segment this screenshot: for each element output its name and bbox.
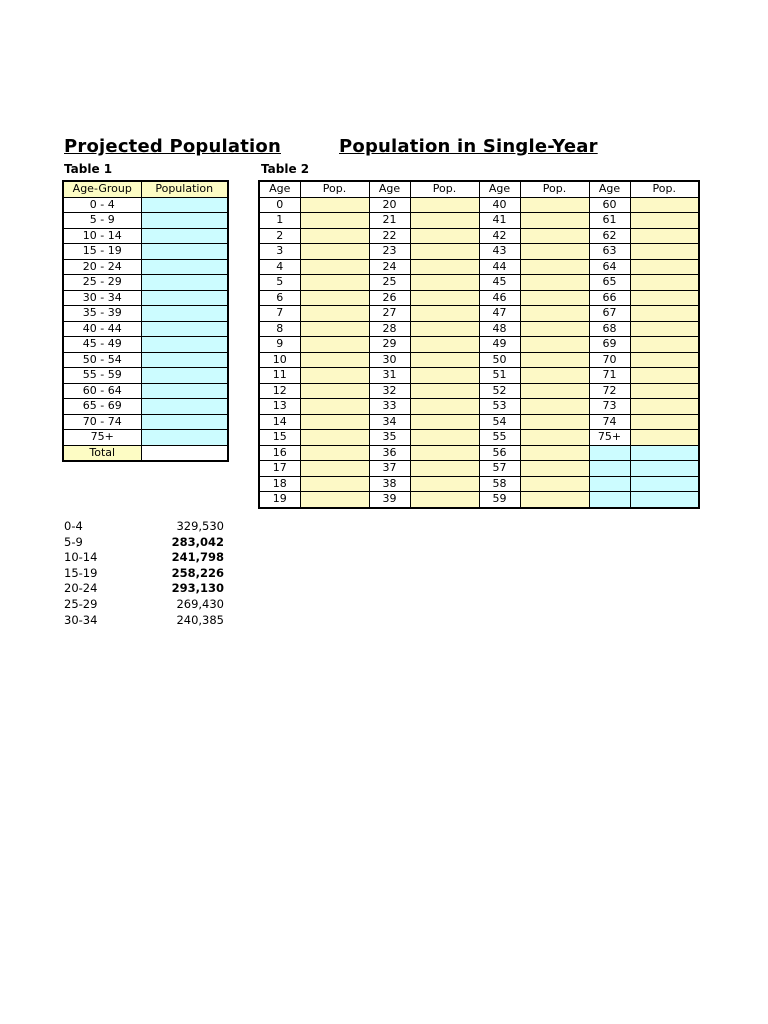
age-cell: 66	[589, 290, 630, 306]
projected-population-title: Projected Population	[64, 136, 281, 157]
pop-input-cell[interactable]	[630, 414, 699, 430]
population-input-cell[interactable]	[141, 414, 228, 430]
pop-input-cell[interactable]	[630, 492, 699, 508]
pop-input-cell[interactable]	[300, 476, 369, 492]
age-cell: 65	[589, 275, 630, 291]
pop-input-cell[interactable]	[410, 197, 479, 213]
pop-input-cell[interactable]	[410, 306, 479, 322]
population-input-cell[interactable]	[141, 228, 228, 244]
pop-input-cell[interactable]	[630, 244, 699, 260]
table-row	[259, 476, 699, 492]
list-item	[64, 535, 224, 551]
age-cell: 30	[369, 352, 410, 368]
pop-input-cell[interactable]	[520, 321, 589, 337]
table-row	[259, 290, 699, 306]
age-cell: 71	[589, 368, 630, 384]
pop-input-cell[interactable]	[630, 352, 699, 368]
pop-input-cell[interactable]	[300, 321, 369, 337]
age-cell: 23	[369, 244, 410, 260]
pop-input-cell[interactable]	[520, 352, 589, 368]
pop-input-cell[interactable]	[410, 290, 479, 306]
list-item	[64, 566, 224, 582]
list-item	[64, 613, 224, 629]
age-cell: 27	[369, 306, 410, 322]
pop-input-cell[interactable]	[630, 476, 699, 492]
age-cell: 57	[479, 461, 520, 477]
pop-input-cell[interactable]	[300, 306, 369, 322]
pop-header: Pop.	[520, 181, 589, 197]
table-row	[259, 445, 699, 461]
age-group-cell: 75+	[63, 430, 141, 446]
pop-input-cell[interactable]	[300, 197, 369, 213]
age-cell	[589, 492, 630, 508]
table2-label: Table 2	[261, 162, 310, 176]
age-header: Age	[479, 181, 520, 197]
population-input-cell[interactable]	[141, 337, 228, 353]
age-cell: 47	[479, 306, 520, 322]
age-group-cell: 55 - 59	[63, 368, 141, 384]
age-cell: 34	[369, 414, 410, 430]
age-cell: 10	[259, 352, 300, 368]
age-cell: 22	[369, 228, 410, 244]
population-value: 283,042	[171, 534, 224, 549]
table-row	[259, 352, 699, 368]
pop-input-cell[interactable]	[300, 259, 369, 275]
pop-input-cell[interactable]	[300, 430, 369, 446]
age-cell: 17	[259, 461, 300, 477]
pop-input-cell[interactable]	[300, 492, 369, 508]
age-group-cell: 0 - 4	[63, 197, 141, 213]
pop-input-cell[interactable]	[520, 337, 589, 353]
age-cell: 13	[259, 399, 300, 415]
pop-input-cell[interactable]	[520, 492, 589, 508]
age-cell: 74	[589, 414, 630, 430]
age-header: Age	[259, 181, 300, 197]
age-cell: 69	[589, 337, 630, 353]
age-cell: 29	[369, 337, 410, 353]
table-row	[63, 275, 228, 291]
table-row	[63, 197, 228, 213]
list-item	[64, 519, 224, 535]
age-cell: 39	[369, 492, 410, 508]
population-input-cell[interactable]	[141, 383, 228, 399]
pop-input-cell[interactable]	[630, 275, 699, 291]
population-input-cell[interactable]	[141, 430, 228, 446]
age-group-cell: 35 - 39	[63, 306, 141, 322]
age-cell: 19	[259, 492, 300, 508]
pop-input-cell[interactable]	[630, 259, 699, 275]
age-cell: 6	[259, 290, 300, 306]
population-value: 240,385	[176, 612, 224, 627]
pop-input-cell[interactable]	[300, 414, 369, 430]
pop-input-cell[interactable]	[520, 213, 589, 229]
pop-input-cell[interactable]	[520, 290, 589, 306]
pop-input-cell[interactable]	[410, 430, 479, 446]
age-cell: 20	[369, 197, 410, 213]
pop-input-cell[interactable]	[300, 275, 369, 291]
age-group-cell: 45 - 49	[63, 337, 141, 353]
age-cell: 33	[369, 399, 410, 415]
age-cell: 37	[369, 461, 410, 477]
population-input-cell[interactable]	[141, 244, 228, 260]
age-cell	[589, 445, 630, 461]
pop-input-cell[interactable]	[520, 383, 589, 399]
pop-input-cell[interactable]	[300, 399, 369, 415]
table-row	[63, 368, 228, 384]
age-cell: 64	[589, 259, 630, 275]
table-row	[259, 213, 699, 229]
age-group-cell: 30 - 34	[63, 290, 141, 306]
age-group-header: Age-Group	[63, 181, 141, 197]
age-group-table	[62, 180, 229, 462]
pop-input-cell[interactable]	[630, 306, 699, 322]
age-range-label: 20-24	[64, 581, 98, 596]
population-input-cell[interactable]	[141, 306, 228, 322]
list-item	[64, 581, 224, 597]
table-row	[63, 228, 228, 244]
pop-input-cell[interactable]	[300, 228, 369, 244]
pop-input-cell[interactable]	[520, 461, 589, 477]
pop-input-cell[interactable]	[410, 213, 479, 229]
age-cell: 53	[479, 399, 520, 415]
age-group-cell: 70 - 74	[63, 414, 141, 430]
age-cell: 31	[369, 368, 410, 384]
age-cell: 62	[589, 228, 630, 244]
age-cell: 8	[259, 321, 300, 337]
table-row	[63, 414, 228, 430]
age-cell: 3	[259, 244, 300, 260]
age-group-cell: 40 - 44	[63, 321, 141, 337]
table-row	[259, 461, 699, 477]
table2-header-row	[259, 181, 699, 197]
age-cell: 32	[369, 383, 410, 399]
table-row	[259, 383, 699, 399]
age-cell: 11	[259, 368, 300, 384]
table-row	[63, 352, 228, 368]
age-cell: 28	[369, 321, 410, 337]
age-cell: 5	[259, 275, 300, 291]
population-input-cell[interactable]	[141, 352, 228, 368]
table-row	[259, 275, 699, 291]
table-row	[259, 492, 699, 508]
age-group-cell: 20 - 24	[63, 259, 141, 275]
pop-input-cell[interactable]	[630, 383, 699, 399]
table-row	[259, 337, 699, 353]
age-cell: 54	[479, 414, 520, 430]
age-cell: 75+	[589, 430, 630, 446]
pop-input-cell[interactable]	[520, 368, 589, 384]
table-row	[63, 290, 228, 306]
age-header: Age	[589, 181, 630, 197]
pop-input-cell[interactable]	[520, 259, 589, 275]
pop-input-cell[interactable]	[520, 445, 589, 461]
age-cell: 67	[589, 306, 630, 322]
age-cell: 24	[369, 259, 410, 275]
age-cell: 36	[369, 445, 410, 461]
age-cell: 61	[589, 213, 630, 229]
age-cell: 9	[259, 337, 300, 353]
age-header: Age	[369, 181, 410, 197]
age-cell: 12	[259, 383, 300, 399]
age-group-cell: 50 - 54	[63, 352, 141, 368]
table-row	[63, 383, 228, 399]
pop-input-cell[interactable]	[410, 321, 479, 337]
pop-input-cell[interactable]	[300, 290, 369, 306]
population-input-cell[interactable]	[141, 275, 228, 291]
population-value: 241,798	[171, 550, 224, 565]
list-item	[64, 550, 224, 566]
age-cell: 14	[259, 414, 300, 430]
table-row	[259, 228, 699, 244]
age-cell: 55	[479, 430, 520, 446]
age-cell: 35	[369, 430, 410, 446]
age-cell: 46	[479, 290, 520, 306]
population-value: 269,430	[176, 596, 224, 611]
population-value: 293,130	[171, 581, 224, 596]
pop-input-cell[interactable]	[520, 399, 589, 415]
age-range-label: 15-19	[64, 565, 98, 580]
age-cell: 63	[589, 244, 630, 260]
pop-input-cell[interactable]	[410, 337, 479, 353]
age-cell: 48	[479, 321, 520, 337]
pop-input-cell[interactable]	[520, 197, 589, 213]
pop-input-cell[interactable]	[300, 461, 369, 477]
pop-input-cell[interactable]	[410, 368, 479, 384]
total-row	[63, 445, 228, 461]
pop-header: Pop.	[630, 181, 699, 197]
age-range-label: 25-29	[64, 596, 98, 611]
age-group-cell: 5 - 9	[63, 213, 141, 229]
pop-input-cell[interactable]	[630, 399, 699, 415]
age-range-label: 5-9	[64, 534, 83, 549]
table-row	[259, 414, 699, 430]
population-input-cell[interactable]	[141, 197, 228, 213]
pop-input-cell[interactable]	[410, 383, 479, 399]
table-row	[259, 430, 699, 446]
population-input-cell[interactable]	[141, 213, 228, 229]
age-cell	[589, 461, 630, 477]
age-cell: 49	[479, 337, 520, 353]
age-cell: 21	[369, 213, 410, 229]
table1-label: Table 1	[64, 162, 113, 176]
age-cell: 73	[589, 399, 630, 415]
pop-input-cell[interactable]	[520, 430, 589, 446]
pop-input-cell[interactable]	[630, 290, 699, 306]
age-group-cell: 25 - 29	[63, 275, 141, 291]
population-value: 329,530	[176, 519, 224, 533]
pop-input-cell[interactable]	[520, 414, 589, 430]
age-cell: 26	[369, 290, 410, 306]
total-label: Total	[63, 445, 141, 461]
pop-input-cell[interactable]	[410, 476, 479, 492]
age-cell: 38	[369, 476, 410, 492]
age-group-cell: 10 - 14	[63, 228, 141, 244]
table-row	[259, 244, 699, 260]
population-value: 258,226	[171, 565, 224, 580]
pop-input-cell[interactable]	[410, 414, 479, 430]
age-cell: 44	[479, 259, 520, 275]
table-row	[63, 337, 228, 353]
age-cell: 15	[259, 430, 300, 446]
age-cell: 7	[259, 306, 300, 322]
table-row	[259, 368, 699, 384]
age-cell: 56	[479, 445, 520, 461]
pop-header: Pop.	[300, 181, 369, 197]
pop-input-cell[interactable]	[410, 352, 479, 368]
age-cell: 18	[259, 476, 300, 492]
pop-input-cell[interactable]	[630, 461, 699, 477]
table-row	[259, 306, 699, 322]
age-range-label: 0-4	[64, 519, 83, 533]
population-input-cell[interactable]	[141, 368, 228, 384]
single-year-table	[258, 180, 700, 509]
table-row	[259, 259, 699, 275]
age-cell	[589, 476, 630, 492]
population-header: Population	[141, 181, 228, 197]
population-input-cell[interactable]	[141, 399, 228, 415]
age-group-cell: 65 - 69	[63, 399, 141, 415]
pop-input-cell[interactable]	[630, 445, 699, 461]
population-input-cell[interactable]	[141, 259, 228, 275]
age-cell: 43	[479, 244, 520, 260]
pop-input-cell[interactable]	[300, 383, 369, 399]
pop-input-cell[interactable]	[410, 399, 479, 415]
pop-input-cell[interactable]	[410, 492, 479, 508]
pop-input-cell[interactable]	[630, 368, 699, 384]
pop-input-cell[interactable]	[300, 368, 369, 384]
table-row	[63, 430, 228, 446]
age-cell: 41	[479, 213, 520, 229]
age-cell: 70	[589, 352, 630, 368]
total-value-cell[interactable]	[141, 445, 228, 461]
pop-input-cell[interactable]	[410, 228, 479, 244]
age-group-cell: 60 - 64	[63, 383, 141, 399]
age-cell: 42	[479, 228, 520, 244]
table-row	[259, 321, 699, 337]
age-cell: 51	[479, 368, 520, 384]
age-cell: 52	[479, 383, 520, 399]
pop-input-cell[interactable]	[520, 275, 589, 291]
age-cell: 25	[369, 275, 410, 291]
population-input-cell[interactable]	[141, 321, 228, 337]
table-row	[63, 213, 228, 229]
age-cell: 68	[589, 321, 630, 337]
table-row	[63, 306, 228, 322]
age-cell: 2	[259, 228, 300, 244]
table-row	[63, 321, 228, 337]
age-group-cell: 15 - 19	[63, 244, 141, 260]
age-cell: 45	[479, 275, 520, 291]
single-year-population-title: Population in Single-Year	[339, 136, 598, 157]
pop-input-cell[interactable]	[520, 244, 589, 260]
pop-input-cell[interactable]	[300, 352, 369, 368]
age-cell: 58	[479, 476, 520, 492]
pop-input-cell[interactable]	[630, 321, 699, 337]
pop-input-cell[interactable]	[630, 213, 699, 229]
pop-input-cell[interactable]	[410, 244, 479, 260]
age-cell: 4	[259, 259, 300, 275]
table-row	[63, 399, 228, 415]
age-cell: 59	[479, 492, 520, 508]
pop-input-cell[interactable]	[410, 445, 479, 461]
pop-input-cell[interactable]	[520, 228, 589, 244]
age-cell: 50	[479, 352, 520, 368]
age-cell: 1	[259, 213, 300, 229]
pop-input-cell[interactable]	[410, 275, 479, 291]
pop-input-cell[interactable]	[520, 476, 589, 492]
table-row	[259, 197, 699, 213]
pop-input-cell[interactable]	[300, 213, 369, 229]
pop-input-cell[interactable]	[630, 228, 699, 244]
table1-header-row	[63, 181, 228, 197]
population-input-cell[interactable]	[141, 290, 228, 306]
table-row	[259, 399, 699, 415]
age-cell: 16	[259, 445, 300, 461]
pop-input-cell[interactable]	[630, 337, 699, 353]
list-item	[64, 597, 224, 613]
pop-input-cell[interactable]	[410, 461, 479, 477]
pop-input-cell[interactable]	[300, 445, 369, 461]
age-range-label: 30-34	[64, 612, 98, 627]
population-values-list	[64, 519, 224, 628]
age-cell: 0	[259, 197, 300, 213]
pop-input-cell[interactable]	[300, 244, 369, 260]
pop-header: Pop.	[410, 181, 479, 197]
age-cell: 60	[589, 197, 630, 213]
age-range-label: 10-14	[64, 550, 98, 565]
pop-input-cell[interactable]	[410, 259, 479, 275]
table-row	[63, 244, 228, 260]
pop-input-cell[interactable]	[300, 337, 369, 353]
table-row	[63, 259, 228, 275]
pop-input-cell[interactable]	[520, 306, 589, 322]
pop-input-cell[interactable]	[630, 430, 699, 446]
pop-input-cell[interactable]	[630, 197, 699, 213]
age-cell: 40	[479, 197, 520, 213]
age-cell: 72	[589, 383, 630, 399]
